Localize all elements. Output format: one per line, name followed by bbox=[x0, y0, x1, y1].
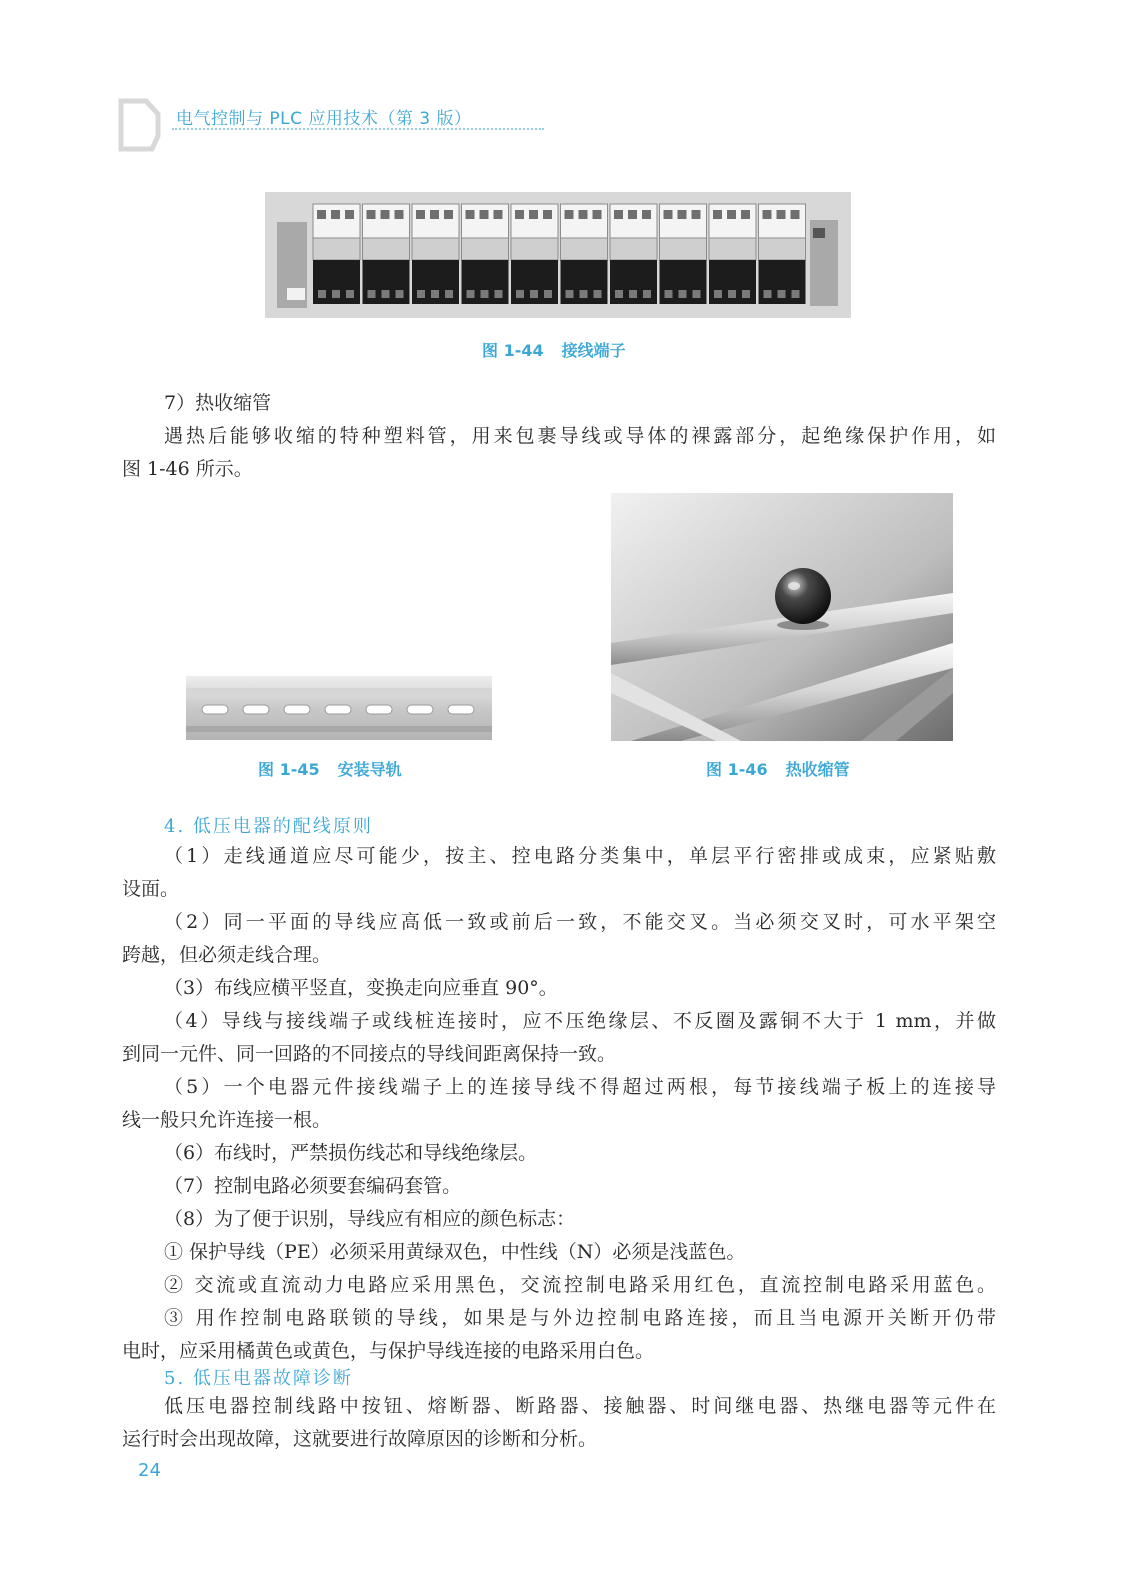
figure-1-45-caption bbox=[258, 757, 402, 780]
paragraph-line: ② 交流或直流动力电路应采用黑色，交流控制电路采用红色，直流控制电路采用蓝色。 bbox=[164, 1274, 996, 1296]
section-5-body bbox=[122, 1390, 996, 1456]
paragraph-line: 跨越，但必须走线合理。 bbox=[122, 944, 332, 966]
terminal-module bbox=[759, 204, 806, 304]
paragraph-line: （3）布线应横平竖直，变换走向应垂直 90°。 bbox=[164, 977, 558, 999]
running-header-title: 电气控制与 PLC 应用技术（第 3 版） bbox=[176, 109, 472, 129]
paragraph-line: 遇热后能够收缩的特种塑料管，用来包裹导线或导体的裸露部分，起绝缘保护作用，如 bbox=[164, 425, 996, 447]
paragraph-line: （2）同一平面的导线应高低一致或前后一致，不能交叉。当必须交叉时，可水平架空 bbox=[164, 911, 996, 933]
figure-title: 接线端子 bbox=[561, 341, 626, 360]
paragraph-line: 到同一元件、同一回路的不同接点的导线间距离保持一致。 bbox=[122, 1043, 617, 1065]
figure-number: 图 1-44 bbox=[482, 341, 544, 360]
paragraph-line: （7）控制电路必须要套编码套管。 bbox=[164, 1175, 462, 1197]
figure-1-44-caption bbox=[482, 338, 626, 361]
figure-title: 安装导轨 bbox=[337, 760, 402, 779]
page-number: 24 bbox=[138, 1460, 161, 1481]
paragraph-line: （4）导线与接线端子或线桩连接时，应不压绝缘层、不反圈及露铜不大于 1 mm，并做 bbox=[164, 1010, 996, 1032]
din-rail-photo bbox=[186, 676, 492, 740]
terminal-module bbox=[610, 204, 657, 304]
terminal-module bbox=[511, 204, 558, 304]
terminal-module bbox=[313, 204, 360, 304]
paragraph-line: （8）为了便于识别，导线应有相应的颜色标志： bbox=[164, 1208, 576, 1230]
terminal-module bbox=[462, 204, 509, 304]
section-4-heading: 4. 低压电器的配线原则 bbox=[164, 816, 373, 837]
terminal-module bbox=[660, 204, 707, 304]
section-4-body bbox=[122, 840, 996, 1368]
paragraph-line: 电时，应采用橘黄色或黄色，与保护导线连接的电路采用白色。 bbox=[122, 1340, 655, 1362]
figure-number: 图 1-46 bbox=[706, 760, 768, 779]
item-title: 7）热收缩管 bbox=[164, 392, 272, 414]
item-7-block bbox=[122, 387, 996, 486]
paragraph-line: ① 保护导线（PE）必须采用黄绿双色，中性线（N）必须是浅蓝色。 bbox=[164, 1241, 746, 1263]
paragraph-line: 设面。 bbox=[122, 878, 180, 900]
paragraph-line: 运行时会出现故障，这就要进行故障原因的诊断和分析。 bbox=[122, 1428, 598, 1450]
header-dotted-rule bbox=[172, 128, 544, 130]
figure-1-46-caption bbox=[706, 757, 850, 780]
paragraph-line: 低压电器控制线路中按钮、熔断器、断路器、接触器、时间继电器、热继电器等元件在 bbox=[164, 1395, 996, 1417]
chapter-corner-mark bbox=[118, 98, 162, 152]
figure-number: 图 1-45 bbox=[258, 760, 320, 779]
heat-shrink-tube-photo bbox=[611, 493, 953, 741]
paragraph-line: （1）走线通道应尽可能少，按主、控电路分类集中，单层平行密排或成束，应紧贴敷 bbox=[164, 845, 996, 867]
figure-title: 热收缩管 bbox=[785, 760, 850, 779]
paragraph-line: 图 1-46 所示。 bbox=[122, 458, 253, 480]
section-5-heading: 5. 低压电器故障诊断 bbox=[164, 1368, 353, 1389]
terminal-module bbox=[412, 204, 459, 304]
paragraph-line: （6）布线时，严禁损伤线芯和导线绝缘层。 bbox=[164, 1142, 538, 1164]
paragraph-line: ③ 用作控制电路联锁的导线，如果是与外边控制电路连接，而且当电源开关断开仍带 bbox=[164, 1307, 996, 1329]
terminal-module bbox=[709, 204, 756, 304]
paragraph-line: 线一般只允许连接一根。 bbox=[122, 1109, 332, 1131]
paragraph-line: （5）一个电器元件接线端子上的连接导线不得超过两根，每节接线端子板上的连接导 bbox=[164, 1076, 996, 1098]
terminal-block-photo bbox=[265, 192, 851, 318]
terminal-module bbox=[561, 204, 608, 304]
terminal-module bbox=[363, 204, 410, 304]
